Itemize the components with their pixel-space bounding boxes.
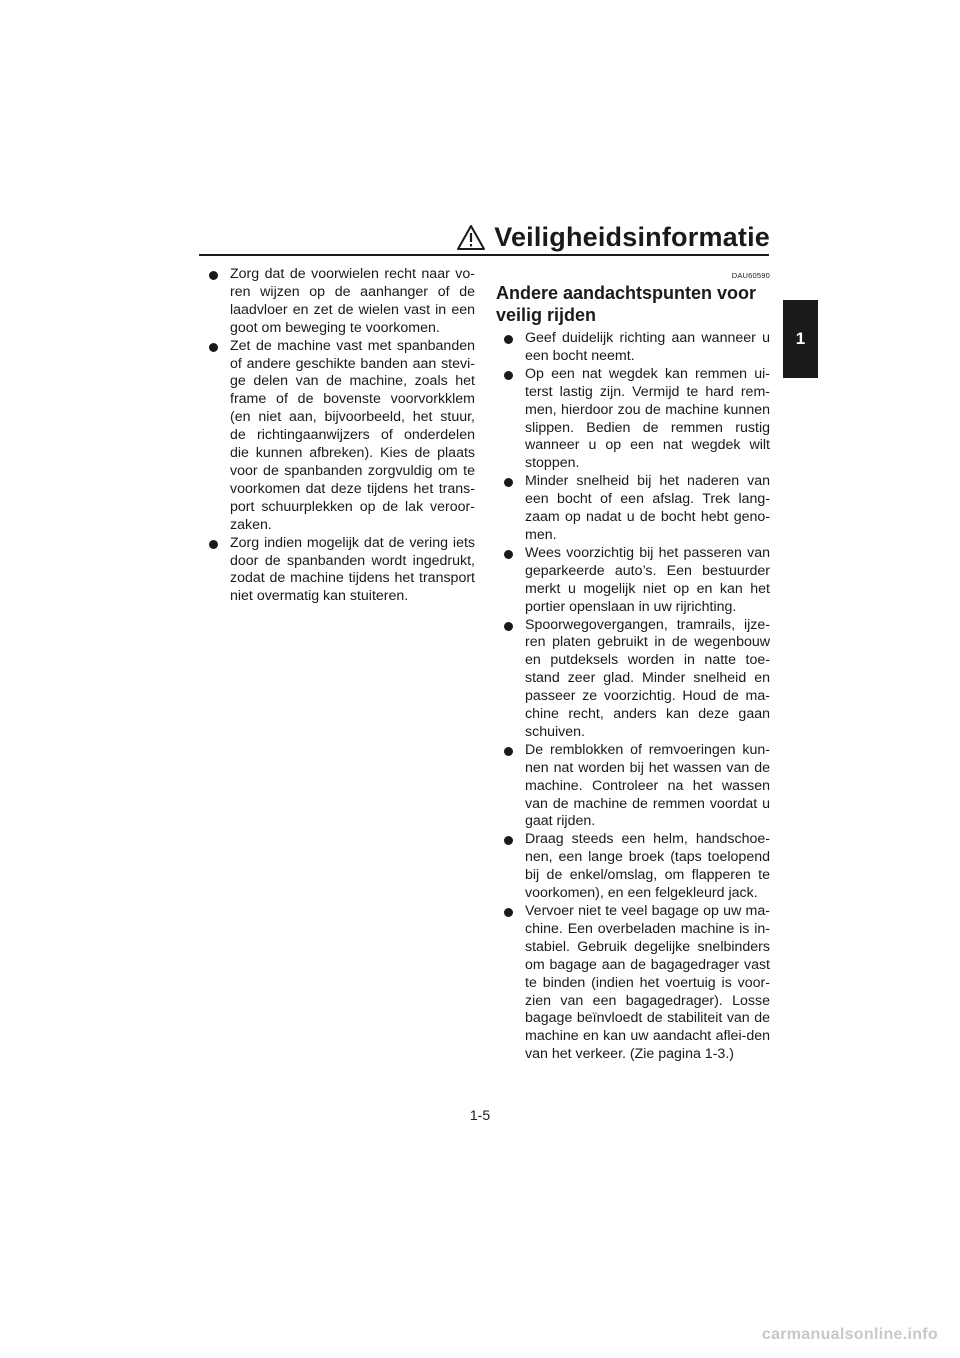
list-item: Zet de machine vast met spanbanden of andere geschikte banden aan stevi-ge delen van de machine, zoals het frame of de bovenste voorvorkklem (en niet aan, bijvoorbeeld, het stuur, de richtingaanwijzers of onderdelen die kunnen afbreken). Kies de plaats voor de spanbanden zorgvuldig om te voorkomen dat deze tijdens het trans-port schuurplekken op de lak veroor-zaken. — [209, 338, 475, 535]
bullet-icon — [504, 836, 513, 845]
chapter-tab[interactable] — [783, 300, 818, 378]
document-code: DAU60590 — [731, 271, 770, 280]
bullet-icon — [504, 622, 513, 631]
list-item: Zorg dat de voorwielen recht naar vo-ren wijzen op de aanhanger of de laadvloer en zet de wielen vast in een goot om beweging te voorkomen. — [209, 266, 475, 338]
chapter-tab-label: 1 — [795, 329, 806, 348]
list-item: Vervoer niet te veel bagage op uw ma-chine. Een overbeladen machine is in-stabiel. Gebruik degelijke snelbinders om bagage aan de bagagedrager vast te binden (indien het voertuig is voor-zien van een bagagedrager). Losse bagage beïnvloedt de stabiliteit van de machine en kan uw aandacht aflei-den van het verkeer. (Zie pagina 1-3.) — [504, 903, 770, 1064]
warning-triangle-icon — [456, 224, 486, 251]
list-item: Draag steeds een helm, handschoe-nen, een lange broek (taps toelopend bij de enkel/omslag, om flapperen te voorkomen), en een felgekleurd jack. — [504, 831, 770, 903]
section-heading: Andere aandachtspunten voor veilig rijden — [496, 283, 757, 325]
list-item: Minder snelheid bij het naderen van een bocht of een afslag. Trek lang-zaam op nadat u de bocht hebt geno-men. — [504, 473, 770, 545]
page-header — [456, 222, 770, 253]
bullet-icon — [504, 747, 513, 756]
header-rule — [199, 254, 769, 256]
list-item: Geef duidelijk richting aan wanneer u een bocht neemt. — [504, 330, 770, 366]
bullet-icon — [504, 335, 513, 344]
bullet-icon — [504, 371, 513, 380]
left-bullet-list — [209, 266, 475, 606]
page-number: 1-5 — [469, 1107, 491, 1123]
left-column — [209, 266, 475, 606]
list-item: Wees voorzichtig bij het passeren van geparkeerde auto’s. Een bestuurder merkt u mogelijk niet op en kan het portier openslaan in uw rijrichting. — [504, 545, 770, 617]
list-item: Op een nat wegdek kan remmen ui-terst lastig zijn. Vermijd te hard rem-men, hierdoor zou de machine kunnen slippen. Bedien de remmen rustig wanneer u op een nat wegdek wilt stoppen. — [504, 366, 770, 473]
bullet-icon — [209, 343, 218, 352]
watermark: carmanualsonline.info — [761, 1326, 938, 1343]
bullet-icon — [504, 550, 513, 559]
right-column — [496, 266, 770, 1064]
bullet-icon — [504, 908, 513, 917]
right-bullet-list — [496, 330, 770, 1064]
list-item: Spoorwegovergangen, tramrails, ijze-ren platen gebruikt in de wegenbouw en putdeksels worden in natte toe-stand zeer glad. Minder snelheid en passeer ze voorzichtig. Houd de ma-chine recht, anders kan deze gaan schuiven. — [504, 617, 770, 742]
bullet-icon — [504, 478, 513, 487]
list-item: De remblokken of remvoeringen kun-nen nat worden bij het wassen van de machine. Controleer na het wassen van de machine de remmen voordat u gaat rijden. — [504, 742, 770, 832]
page-title: Veiligheidsinformatie — [494, 222, 770, 252]
bullet-icon — [209, 271, 218, 280]
list-item: Zorg indien mogelijk dat de vering iets door de spanbanden wordt ingedrukt, zodat de machine tijdens het transport niet overmatig kan stuiteren. — [209, 535, 475, 607]
bullet-icon — [209, 540, 218, 549]
